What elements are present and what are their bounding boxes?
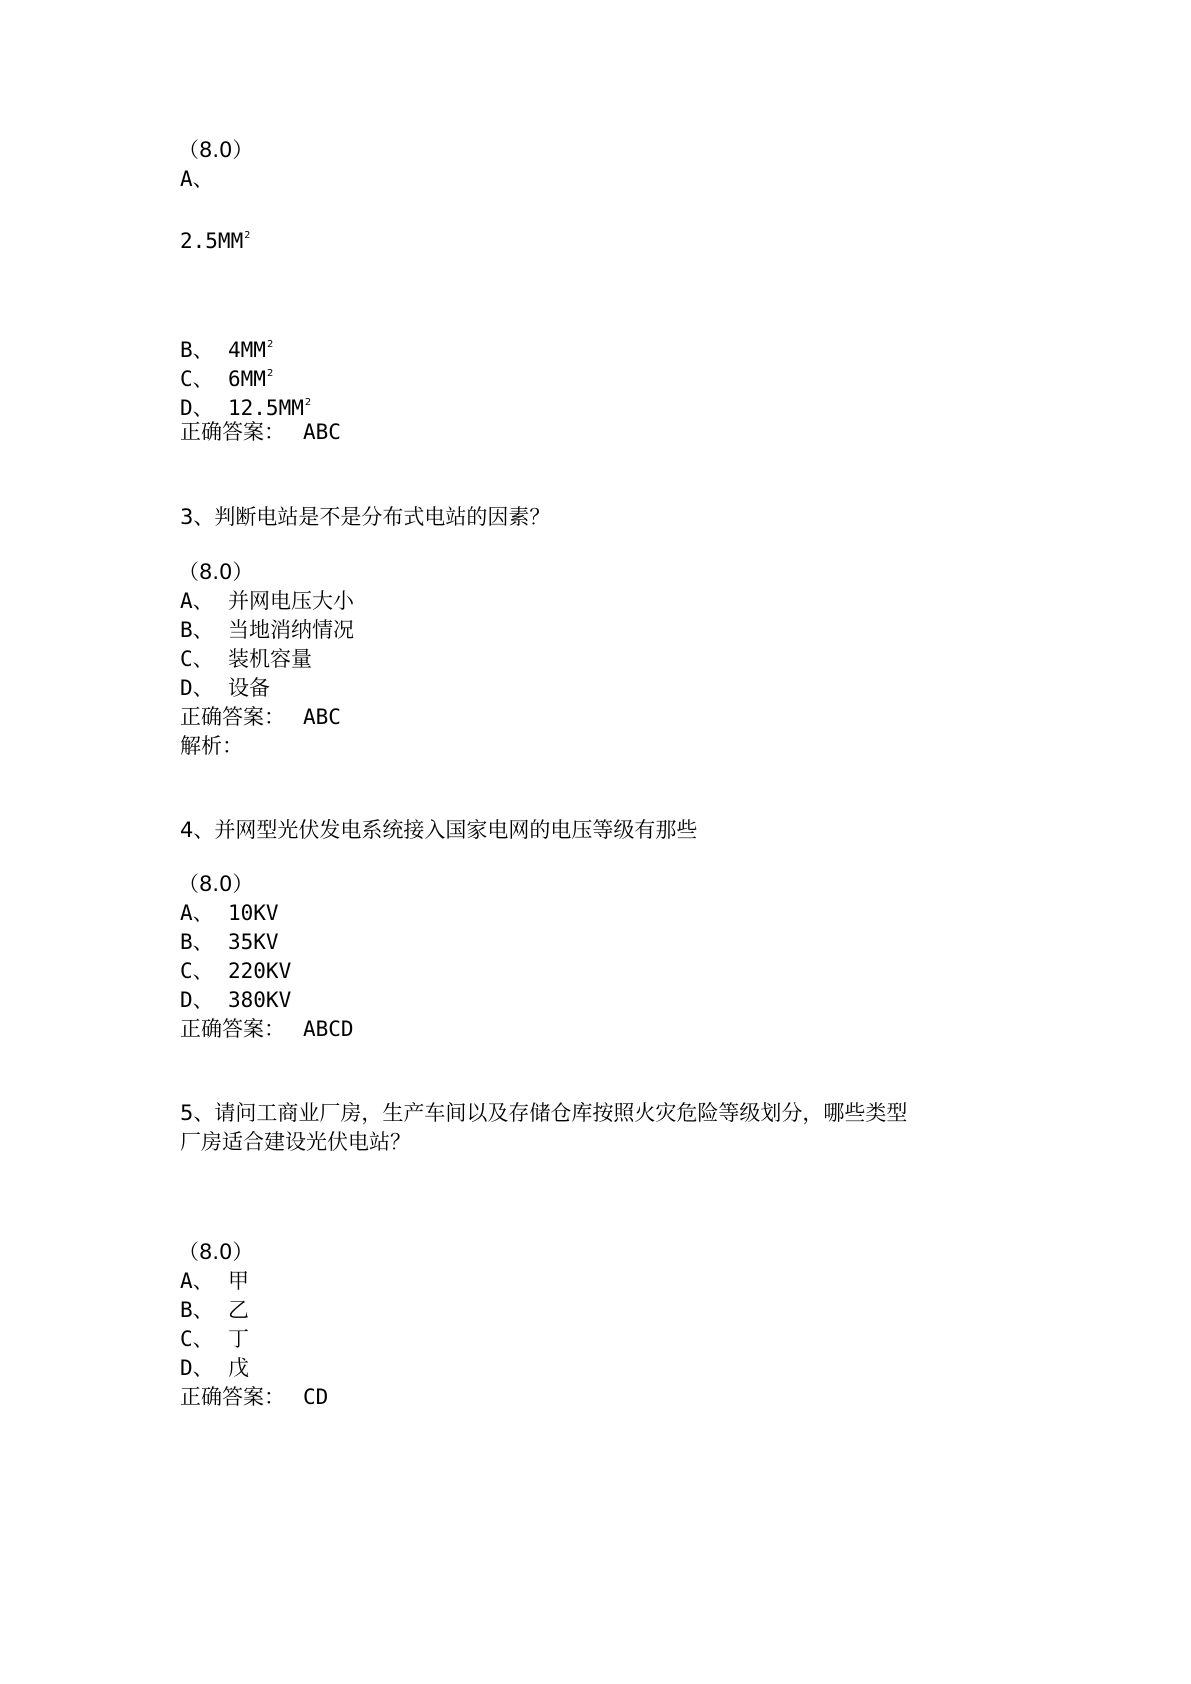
q3-option-c-text: 装机容量 <box>228 647 312 671</box>
q2-option-d-superscript: 2 <box>304 397 312 408</box>
q3-answer-label: 正确答案： <box>180 705 285 729</box>
q4-option-d-label: D、 <box>180 988 214 1012</box>
q5-option-c <box>180 1325 249 1353</box>
q2-option-a-label: A、 <box>180 167 214 191</box>
q3-option-c <box>180 645 312 673</box>
q2-option-a <box>180 165 214 193</box>
q4-option-b-label: B、 <box>180 930 214 954</box>
q3-score: （8.0） <box>178 560 254 584</box>
q4-option-d-text: 380KV <box>228 988 292 1012</box>
q5-option-b-label: B、 <box>180 1298 214 1322</box>
q5-option-c-text: 丁 <box>228 1327 249 1351</box>
q3-option-b-text: 当地消纳情况 <box>228 618 354 642</box>
q5-option-d-label: D、 <box>180 1356 214 1380</box>
q5-option-d <box>180 1354 249 1382</box>
q5-answer-value: CD <box>303 1385 329 1409</box>
q2-option-a-superscript: 2 <box>244 230 251 241</box>
q3-question: 3、判断电站是不是分布式电站的因素？ <box>180 505 551 529</box>
q2-option-c-superscript: 2 <box>266 368 274 379</box>
q5-answer <box>180 1383 328 1411</box>
q5-option-a-label: A、 <box>180 1269 214 1293</box>
q3-analysis: 解析： <box>180 734 243 758</box>
q4-option-b <box>180 928 279 956</box>
q3-option-d-text: 设备 <box>228 676 270 700</box>
q2-option-b-label: B、 <box>180 338 214 362</box>
q4-option-a-label: A、 <box>180 901 214 925</box>
q4-question: 4、并网型光伏发电系统接入国家电网的电压等级有那些 <box>180 818 698 842</box>
q4-option-a-text: 10KV <box>228 901 279 925</box>
q5-option-d-text: 戊 <box>228 1356 249 1380</box>
q3-option-c-label: C、 <box>180 647 214 671</box>
q5-option-c-label: C、 <box>180 1327 214 1351</box>
q2-option-b-text: 4MM <box>228 338 266 362</box>
q2-answer-label: 正确答案： <box>180 420 285 444</box>
q2-option-a-text: 2.5MM <box>180 229 244 253</box>
q4-option-c-text: 220KV <box>228 959 292 983</box>
q4-answer <box>180 1015 354 1043</box>
q3-answer <box>180 703 341 731</box>
q3-option-a <box>180 587 354 615</box>
q4-option-a <box>180 899 279 927</box>
q5-option-a-text: 甲 <box>228 1269 249 1293</box>
q2-option-d-label: D、 <box>180 396 214 420</box>
q3-option-b-label: B、 <box>180 618 214 642</box>
q2-option-c-text: 6MM <box>228 367 266 391</box>
q2-option-d-text: 12.5MM <box>228 396 304 420</box>
q4-option-b-text: 35KV <box>228 930 279 954</box>
q3-option-a-label: A、 <box>180 589 214 613</box>
q2-option-c-label: C、 <box>180 367 214 391</box>
q4-option-d <box>180 986 291 1014</box>
q2-option-b-superscript: 2 <box>266 339 274 350</box>
q5-option-a <box>180 1267 249 1295</box>
q4-answer-label: 正确答案： <box>180 1017 285 1041</box>
q5-question-line-1: 5、请问工商业厂房，生产车间以及存储仓库按照火灾危险等级划分，哪些类型 <box>180 1101 908 1125</box>
q4-option-c <box>180 957 291 985</box>
q3-option-b <box>180 616 354 644</box>
q4-option-c-label: C、 <box>180 959 214 983</box>
q3-option-d-label: D、 <box>180 676 214 700</box>
q4-score: （8.0） <box>178 872 254 896</box>
q5-question-line-2: 厂房适合建设光伏电站？ <box>180 1130 411 1154</box>
q2-answer-value: ABC <box>303 420 341 444</box>
q2-option-a-value <box>180 222 250 255</box>
q5-score: （8.0） <box>178 1240 254 1264</box>
q3-option-d <box>180 674 270 702</box>
q5-option-b-text: 乙 <box>228 1298 249 1322</box>
q3-option-a-text: 并网电压大小 <box>228 589 354 613</box>
q2-score: （8.0） <box>178 138 254 162</box>
q5-answer-label: 正确答案： <box>180 1385 285 1409</box>
q3-answer-value: ABC <box>303 705 341 729</box>
q2-answer <box>180 418 341 446</box>
q4-answer-value: ABCD <box>303 1017 354 1041</box>
q5-option-b <box>180 1296 249 1324</box>
